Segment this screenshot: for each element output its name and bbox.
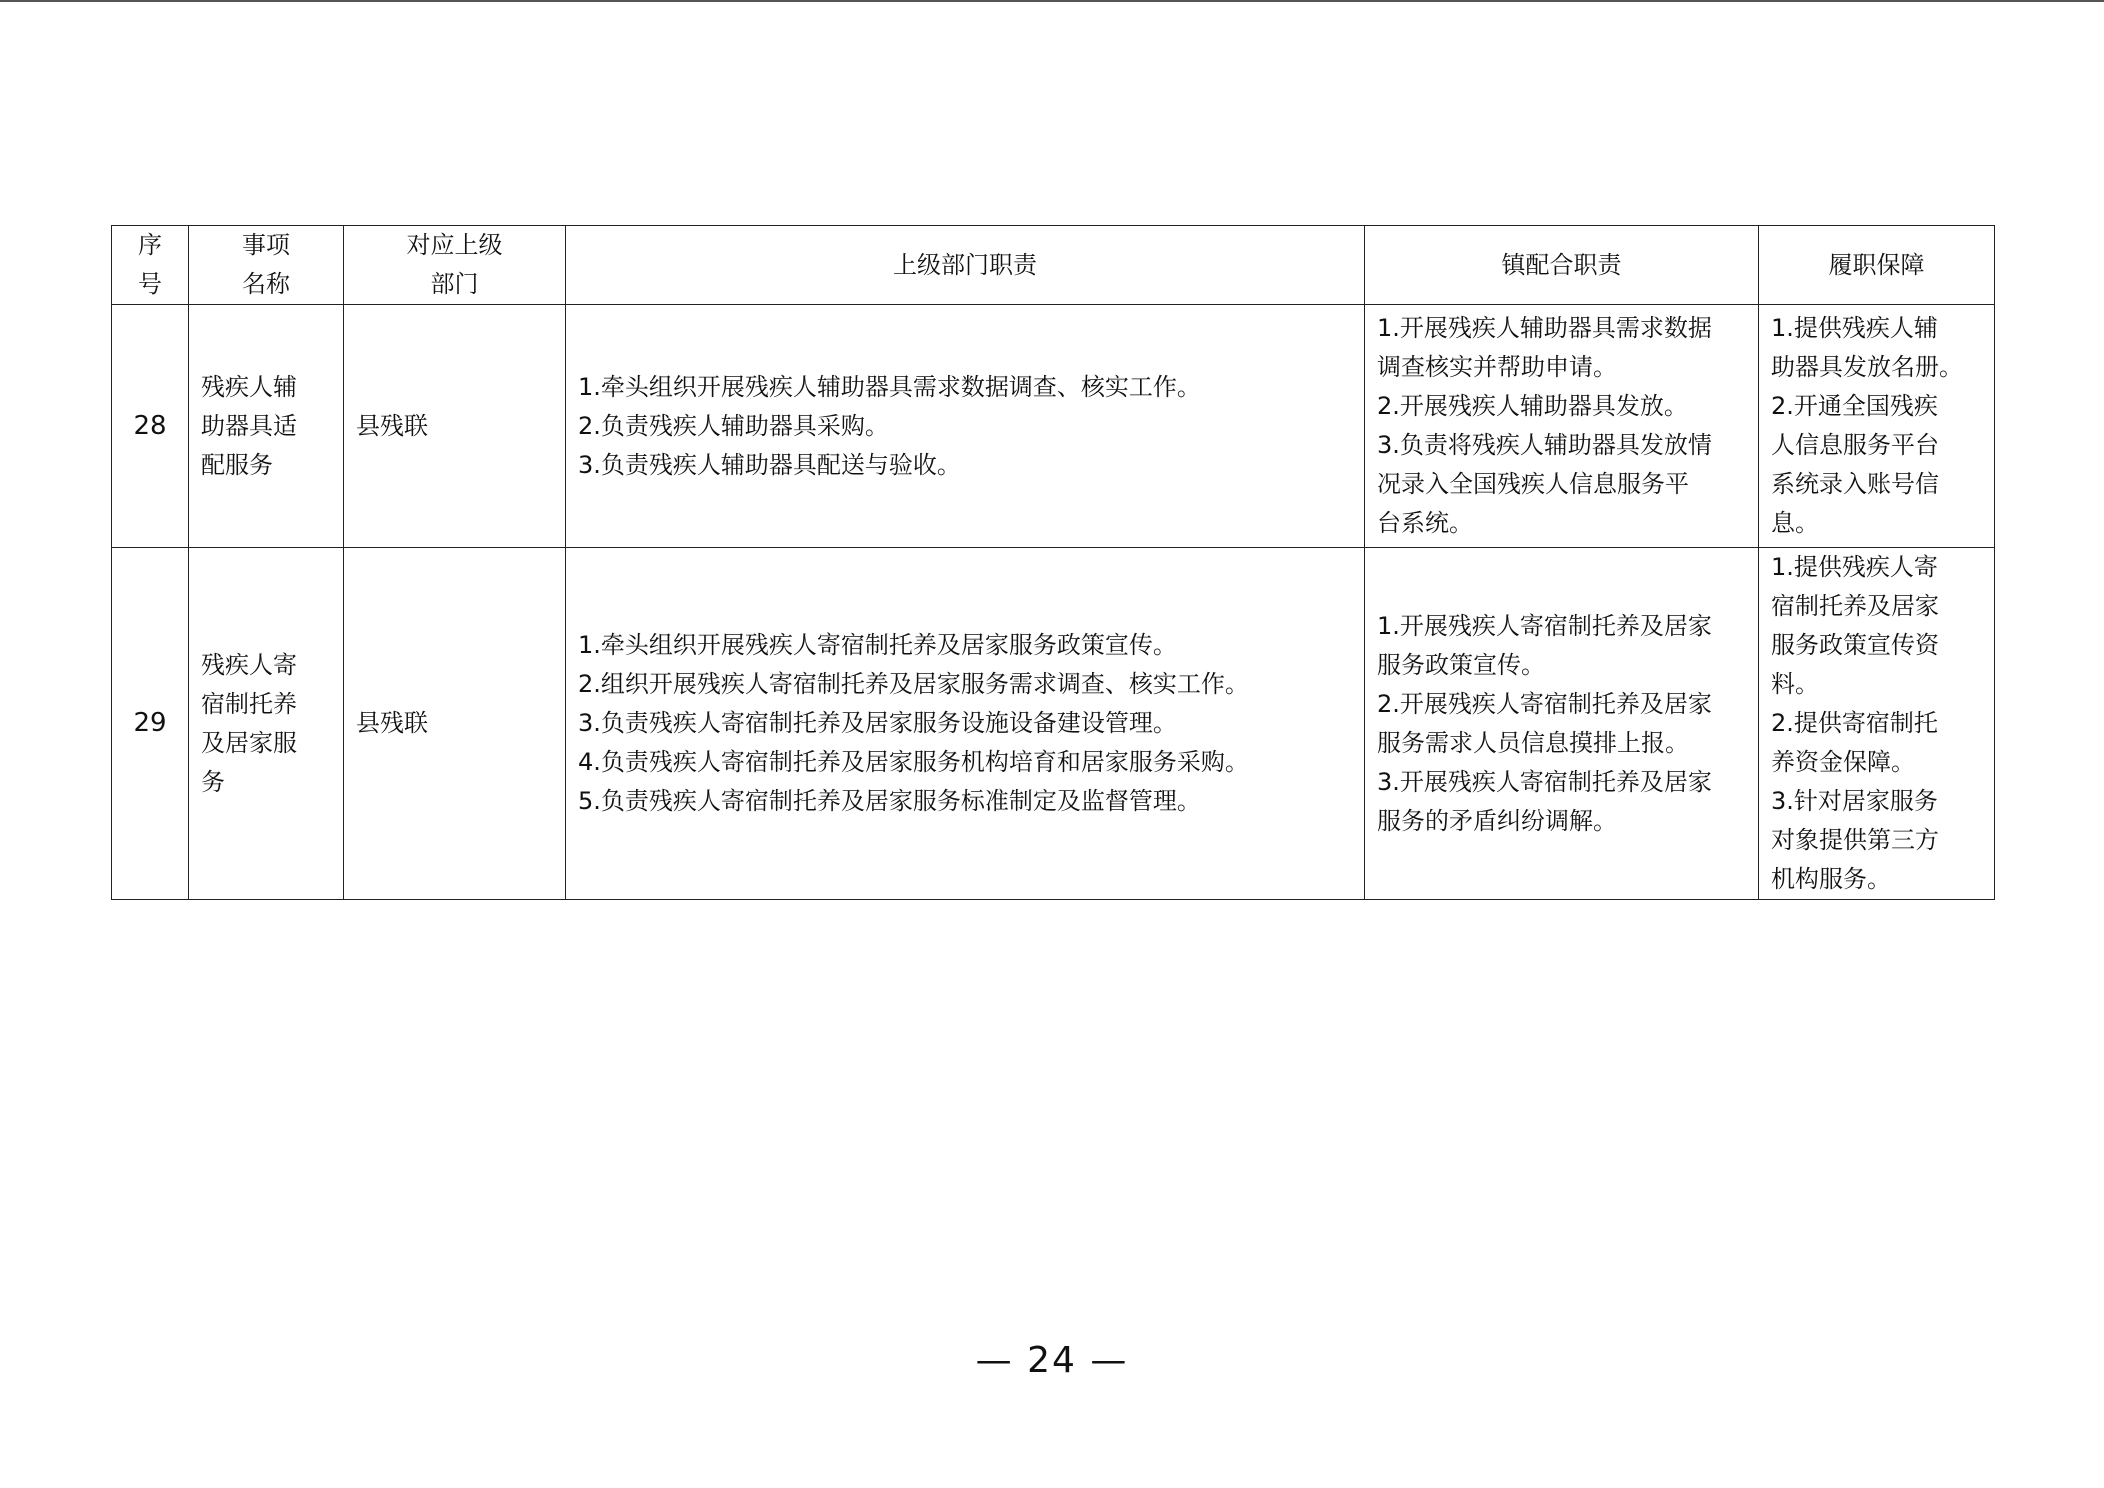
row-item-name: 残疾人寄 宿制托养 及居家服 务 (189, 548, 344, 900)
header-seq: 序 号 (112, 226, 189, 305)
row-seq: 28 (112, 305, 189, 548)
duty-table (111, 225, 1995, 900)
header-upper-department: 对应上级 部门 (344, 226, 566, 305)
page-number: — 24 — (975, 1340, 1129, 1381)
top-border-line (0, 0, 2104, 2)
table-row (112, 548, 1995, 900)
table-row (112, 305, 1995, 548)
row-town-duty: 1.开展残疾人寄宿制托养及居家 服务政策宣传。 2.开展残疾人寄宿制托养及居家 服务需求人员信息摸排上报。 3.开展残疾人寄宿制托养及居家 服务的矛盾纠纷调解。 (1365, 548, 1759, 900)
row-department: 县残联 (344, 548, 566, 900)
header-town-duty: 镇配合职责 (1365, 226, 1759, 305)
row-seq: 29 (112, 548, 189, 900)
table-header-row (112, 226, 1995, 305)
header-item-name: 事项 名称 (189, 226, 344, 305)
header-guarantee: 履职保障 (1759, 226, 1995, 305)
row-item-name: 残疾人辅 助器具适 配服务 (189, 305, 344, 548)
row-upper-duty: 1.牵头组织开展残疾人寄宿制托养及居家服务政策宣传。 2.组织开展残疾人寄宿制托养及居家服务需求调查、核实工作。 3.负责残疾人寄宿制托养及居家服务设施设备建设管理。 4.负责残疾人寄宿制托养及居家服务机构培育和居家服务采购。 5.负责残疾人寄宿制托养及居家服务标准制定及监督管理。 (566, 548, 1365, 900)
row-upper-duty: 1.牵头组织开展残疾人辅助器具需求数据调查、核实工作。 2.负责残疾人辅助器具采购。 3.负责残疾人辅助器具配送与验收。 (566, 305, 1365, 548)
row-guarantee: 1.提供残疾人寄 宿制托养及居家 服务政策宣传资 料。 2.提供寄宿制托 养资金保障。 3.针对居家服务 对象提供第三方 机构服务。 (1759, 548, 1995, 900)
row-guarantee: 1.提供残疾人辅 助器具发放名册。 2.开通全国残疾 人信息服务平台 系统录入账号信 息。 (1759, 305, 1995, 548)
row-town-duty: 1.开展残疾人辅助器具需求数据 调查核实并帮助申请。 2.开展残疾人辅助器具发放。 3.负责将残疾人辅助器具发放情 况录入全国残疾人信息服务平 台系统。 (1365, 305, 1759, 548)
row-department: 县残联 (344, 305, 566, 548)
header-upper-duty: 上级部门职责 (566, 226, 1365, 305)
